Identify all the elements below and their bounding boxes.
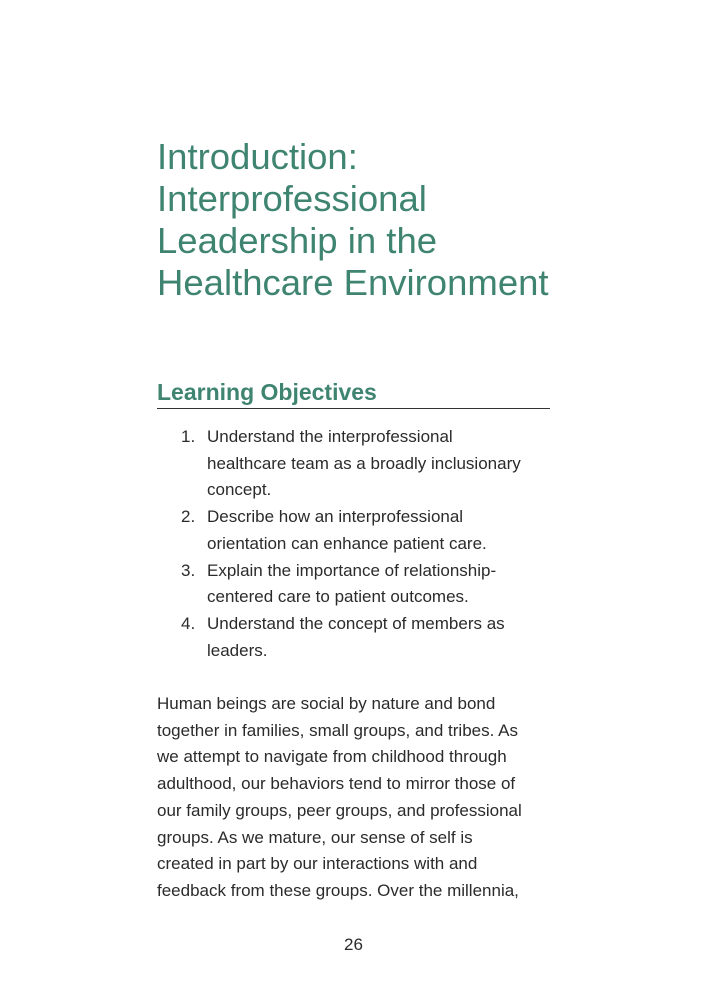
objective-line: leaders. (207, 640, 268, 660)
objective-line: Describe how an interprofessional (207, 507, 464, 527)
chapter-title-line: Healthcare Environment (157, 262, 549, 303)
body-line: together in families, small groups, and tribes. As (157, 720, 518, 740)
body-line: adulthood, our behaviors tend to mirror those of (157, 774, 516, 794)
learning-objectives-list (157, 424, 557, 664)
body-line: groups. As we mature, our sense of self is (157, 827, 473, 847)
body-line: we attempt to navigate from childhood through (157, 747, 507, 767)
objective-number: 1. (181, 427, 196, 446)
objective-text (207, 424, 557, 504)
objective-line: Explain the importance of relationship- (207, 560, 497, 580)
objective-text (207, 504, 557, 557)
objective-number: 3. (181, 560, 196, 580)
objective-item (157, 611, 557, 664)
objective-line: Understand the concept of members as (207, 613, 505, 633)
body-line: our family groups, peer groups, and professional (157, 800, 522, 820)
chapter-title (157, 136, 587, 304)
chapter-title-line: Introduction: (157, 136, 358, 177)
objective-line: centered care to patient outcomes. (207, 587, 469, 607)
objective-line: orientation can enhance patient care. (207, 533, 487, 553)
body-line: created in part by our interactions with and (157, 854, 478, 874)
objective-line: concept. (207, 480, 272, 500)
objective-text (207, 611, 557, 664)
learning-objectives-heading: Learning Objectives (157, 377, 550, 409)
objective-line: Understand the interprofessional (207, 427, 453, 446)
chapter-title-line: Leadership in the (157, 220, 438, 261)
objective-item (157, 424, 557, 504)
objective-number: 2. (181, 507, 196, 527)
page-number: 26 (344, 935, 363, 954)
body-line: feedback from these groups. Over the millennia, (157, 880, 519, 900)
objective-item (157, 558, 557, 611)
objective-line: healthcare team as a broadly inclusionary (207, 453, 521, 473)
chapter-title-line: Interprofessional (157, 178, 427, 219)
body-paragraph (157, 691, 557, 905)
objective-text (207, 558, 557, 611)
body-line: Human beings are social by nature and bond (157, 694, 496, 713)
objective-number: 4. (181, 613, 196, 633)
objective-item (157, 504, 557, 557)
